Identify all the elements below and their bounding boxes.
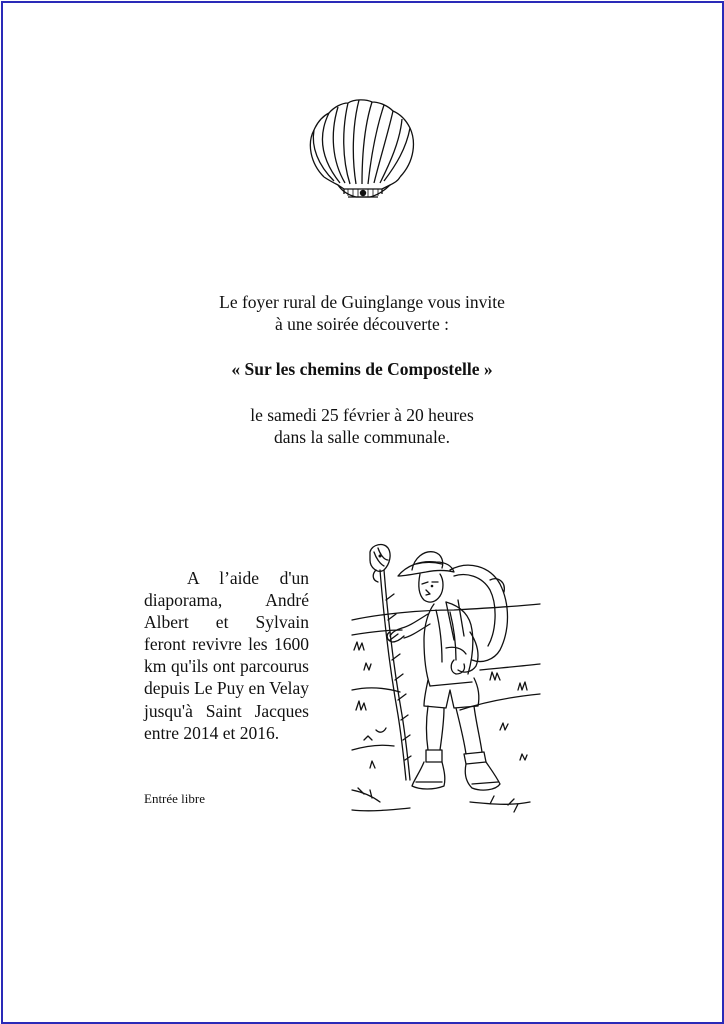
- event-description: A l’aide d'un diaporama, André Albert et Sylvain feront revivre les 1600 km qu'ils ont parcourus depuis Le Puy en Velay jusqu'à Saint Jacques entre 2014 et 2016.: [144, 568, 309, 743]
- admission-label: Entrée libre: [144, 791, 205, 806]
- invitation-line-2: à une soirée découverte :: [275, 314, 449, 334]
- invitation-line-1: Le foyer rural de Guinglange vous invite: [219, 292, 505, 312]
- event-date: le samedi 25 février à 20 heures: [250, 405, 474, 425]
- pilgrim-hiker-illustration: [350, 540, 542, 825]
- event-place: dans la salle communale.: [274, 427, 450, 447]
- event-title: « Sur les chemins de Compostelle »: [231, 359, 493, 379]
- scallop-shell-icon: [304, 97, 420, 203]
